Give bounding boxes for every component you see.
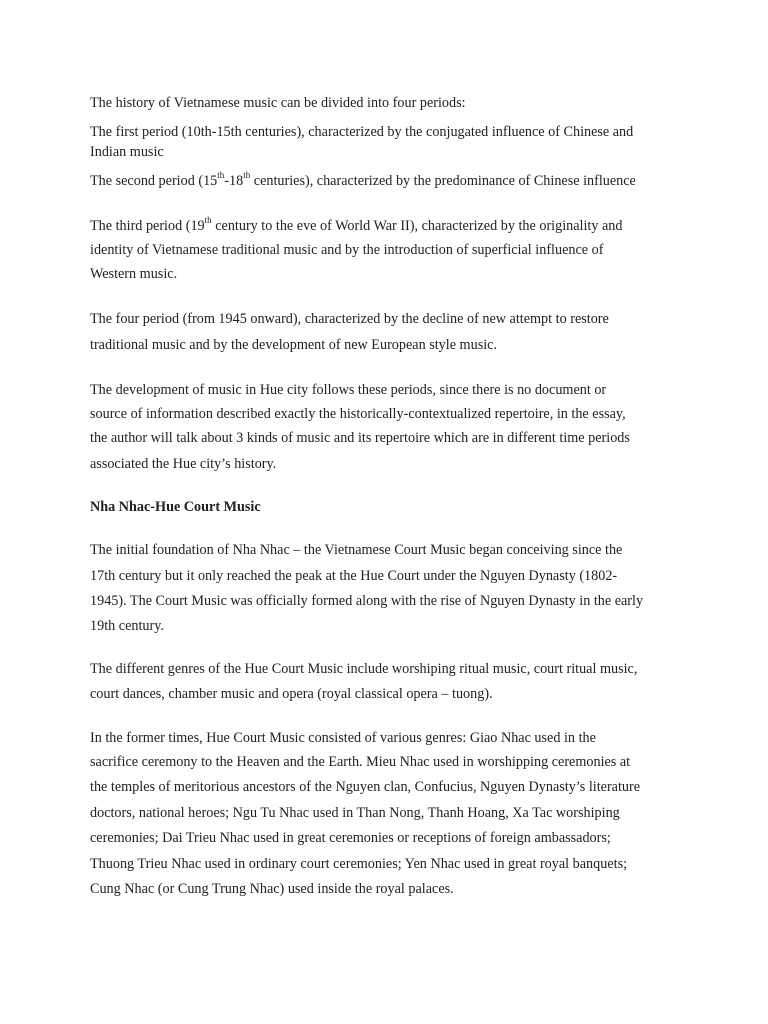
development-line3: the author will talk about 3 kinds of music and its repertoire which are in different time periods	[90, 430, 630, 446]
period2-sup2: th	[243, 170, 251, 181]
development-line4: associated the Hue city’s history.	[90, 456, 277, 472]
foundation-line4: 19th century.	[90, 618, 164, 634]
genres-line2: court dances, chamber music and opera (royal classical opera – tuong).	[90, 686, 493, 702]
period4-line1: The four period (from 1945 onward), characterized by the decline of new attempt to restore	[90, 311, 609, 327]
period2-part-c: centuries), characterized by the predominance of Chinese influence	[250, 173, 636, 189]
period1-line2: Indian music	[90, 144, 164, 160]
intro-text: The history of Vietnamese music can be divided into four periods:	[90, 95, 466, 111]
period3-line1	[90, 217, 623, 235]
section-heading: Nha Nhac-Hue Court Music	[90, 499, 261, 515]
period1-line1: The first period (10th-15th centuries), characterized by the conjugated influence of Chinese and	[90, 124, 634, 140]
period4-line2: traditional music and by the development of new European style music.	[90, 337, 497, 353]
genres-line1: The different genres of the Hue Court Music include worshiping ritual music, court ritual music,	[90, 661, 638, 677]
foundation-line3: 1945). The Court Music was officially formed along with the rise of Nguyen Dynasty in the early	[90, 593, 644, 609]
former-line5: ceremonies; Dai Trieu Nhac used in great ceremonies or receptions of foreign ambassadors;	[90, 830, 611, 846]
period3-part-b: century to the eve of World War II), characterized by the originality and	[211, 218, 623, 234]
former-line7: Cung Nhac (or Cung Trung Nhac) used inside the royal palaces.	[90, 881, 454, 897]
period2-part-b: -18	[224, 173, 244, 189]
period3-line3: Western music.	[90, 266, 178, 282]
period2-sup1: th	[217, 170, 225, 181]
former-line4: doctors, national heroes; Ngu Tu Nhac used in Than Nong, Thanh Hoang, Xa Tac worshiping	[90, 805, 620, 821]
period2-part-a: The second period (15	[90, 173, 218, 189]
period3-part-a: The third period (19	[90, 218, 205, 234]
former-line3: the temples of meritorious ancestors of the Nguyen clan, Confucius, Nguyen Dynasty’s literature	[90, 779, 641, 795]
development-line2: source of information described exactly the historically-contextualized repertoire, in the essay,	[90, 406, 626, 422]
foundation-line2: 17th century but it only reached the peak at the Hue Court under the Nguyen Dynasty (1802-	[90, 568, 618, 584]
period3-line2: identity of Vietnamese traditional music and by the introduction of superficial influence of	[90, 242, 604, 258]
period3-sup1: th	[204, 215, 212, 226]
former-line2: sacrifice ceremony to the Heaven and the Earth. Mieu Nhac used in worshipping ceremonies at	[90, 754, 631, 770]
development-line1: The development of music in Hue city follows these periods, since there is no document or	[90, 382, 607, 398]
former-line1: In the former times, Hue Court Music consisted of various genres: Giao Nhac used in the	[90, 730, 596, 746]
former-line6: Thuong Trieu Nhac used in ordinary court ceremonies; Yen Nhac used in great royal banquets;	[90, 856, 628, 872]
period2-text	[90, 172, 636, 190]
foundation-line1: The initial foundation of Nha Nhac – the Vietnamese Court Music began conceiving since the	[90, 542, 623, 558]
